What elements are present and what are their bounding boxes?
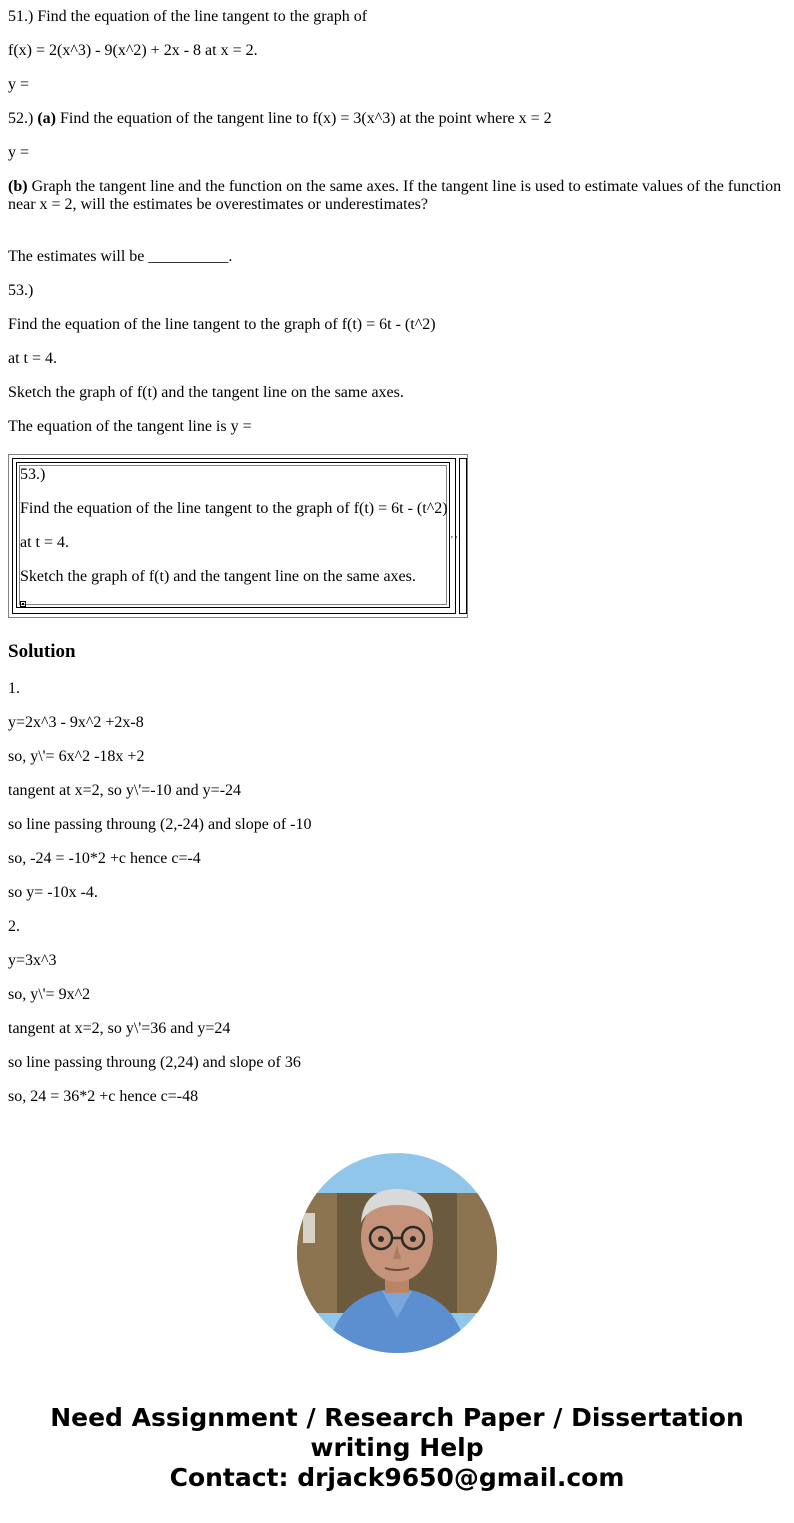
tutor-avatar-illustration: [297, 1153, 497, 1353]
solution-body: [8, 680, 312, 1122]
solution-line: so line passing throung (2,24) and slope of 36: [8, 1054, 301, 1071]
q52-answer: y =: [8, 144, 30, 161]
solution-line: so line passing throung (2,-24) and slope of -10: [8, 816, 312, 833]
q52-part-a-label: (a): [37, 110, 56, 127]
solution-line: tangent at x=2, so y\'=36 and y=24: [8, 1020, 231, 1037]
solution-line: y=2x^3 - 9x^2 +2x-8: [8, 714, 144, 731]
solution-line: 2.: [8, 918, 20, 935]
solution-heading: Solution: [8, 641, 76, 662]
q51-line1: 51.) Find the equation of the line tangent to the graph of: [8, 8, 368, 25]
embedded-side-mark: ' ': [451, 535, 458, 546]
cta-line2: writing Help: [310, 1433, 484, 1462]
embedded-line2: at t = 4.: [20, 534, 70, 551]
q53-answer: The equation of the tangent line is y =: [8, 418, 252, 435]
solution-line: so y= -10x -4.: [8, 884, 98, 901]
q52-part-b-label: (b): [8, 178, 28, 195]
q52-intro: 52.): [8, 110, 38, 127]
q52-part-b: [8, 178, 786, 214]
embedded-line3: Sketch the graph of f(t) and the tangent line on the same axes.: [20, 568, 416, 585]
q53-line1: Find the equation of the line tangent to the graph of f(t) = 6t - (t^2): [8, 316, 436, 333]
solution-line: so, 24 = 36*2 +c hence c=-48: [8, 1088, 199, 1105]
q53-line3: Sketch the graph of f(t) and the tangent line on the same axes.: [8, 384, 404, 401]
solution-line: so, -24 = -10*2 +c hence c=-4: [8, 850, 201, 867]
q51-line2: f(x) = 2(x^3) - 9(x^2) + 2x - 8 at x = 2.: [8, 42, 258, 59]
embedded-question-text: [20, 466, 460, 586]
cta-contact-email[interactable]: Contact: drjack9650@gmail.com: [169, 1463, 625, 1492]
solution-line: tangent at x=2, so y\'=-10 and y=-24: [8, 782, 242, 799]
broken-image-icon: [20, 601, 26, 607]
q53-line2: at t = 4.: [8, 350, 58, 367]
question-content: [0, 0, 794, 436]
q52-part-b-text: Graph the tangent line and the function on the same axes. If the tangent line is used to estimate values of the function near x = 2, will the estimates be overestimates or underestimates?: [8, 178, 782, 213]
solution-line: so, y\'= 6x^2 -18x +2: [8, 748, 145, 765]
embedded-side-cell: [459, 458, 467, 614]
cta-line1: Need Assignment / Research Paper / Dissertation: [50, 1403, 744, 1432]
q52-part-a-text: Find the equation of the tangent line to f(x) = 3(x^3) at the point where x = 2: [55, 110, 552, 127]
solution-line: so, y\'= 9x^2: [8, 986, 91, 1003]
contact-banner: [0, 1403, 794, 1493]
embedded-label: 53.): [20, 466, 46, 483]
q53-label: 53.): [8, 282, 34, 299]
solution-line: y=3x^3: [8, 952, 57, 969]
q52-estimates: The estimates will be __________.: [8, 248, 233, 265]
q52-part-a: [8, 110, 786, 128]
solution-line: 1.: [8, 680, 20, 697]
q51-answer: y =: [8, 76, 30, 93]
embedded-line1: Find the equation of the line tangent to the graph of f(t) = 6t - (t^2): [20, 500, 448, 517]
tutor-avatar: [297, 1153, 497, 1353]
